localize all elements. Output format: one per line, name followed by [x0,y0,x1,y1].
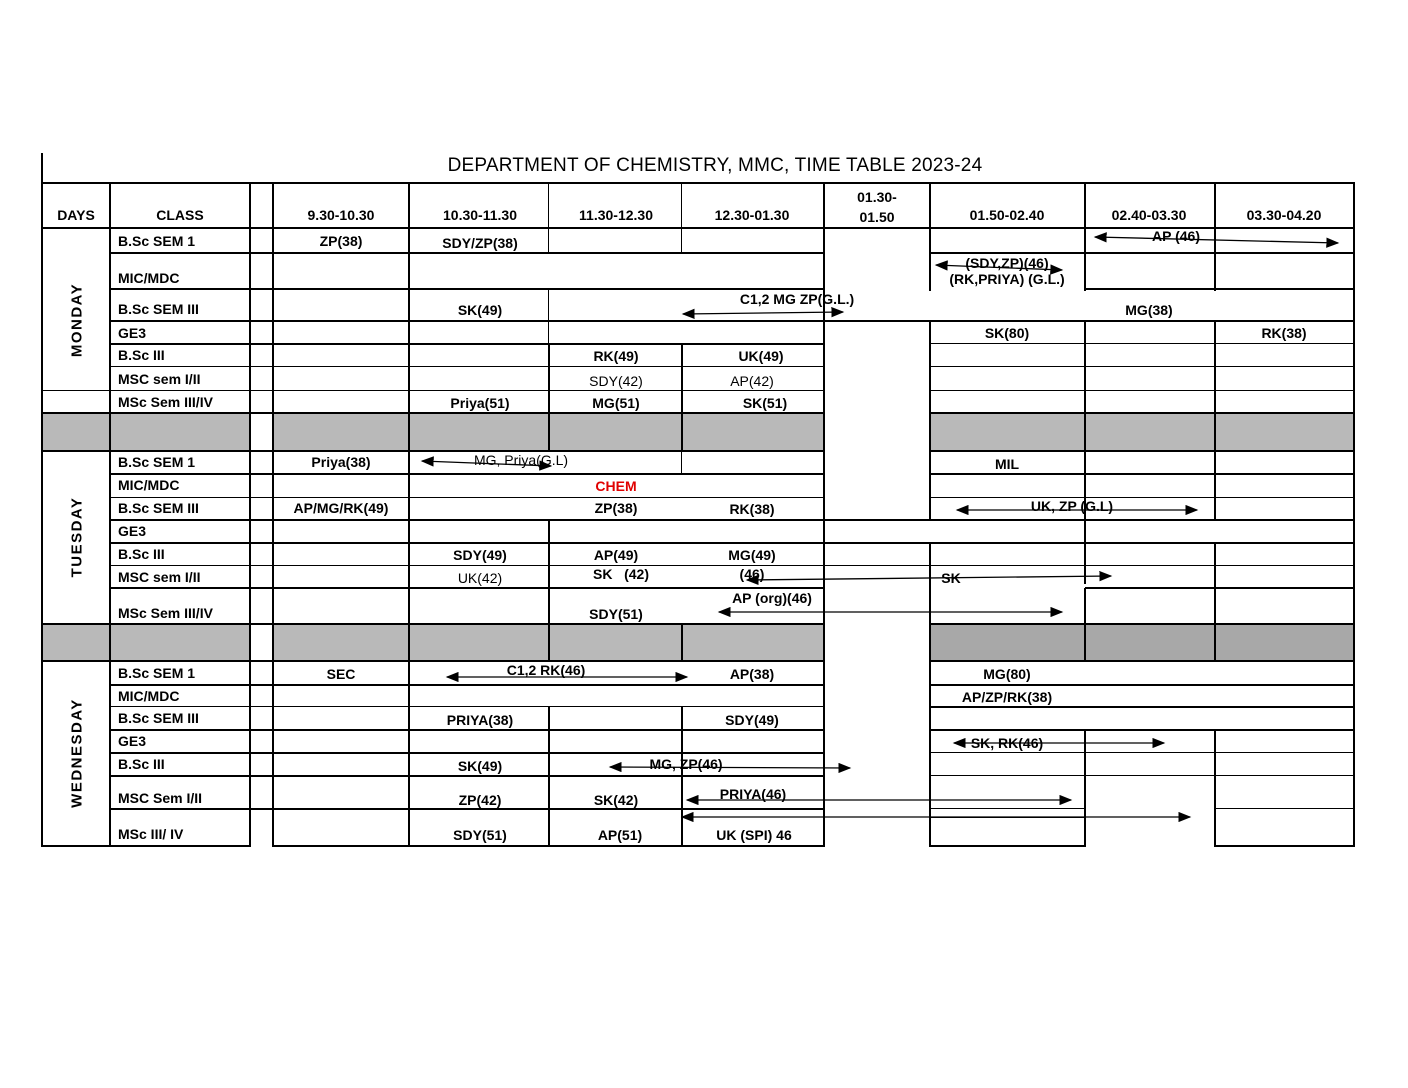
timetable-entry: (SDY,ZP)(46) [965,255,1049,271]
timetable-entry: ZP(38) [594,500,638,516]
timetable-entry: PRIYA(38) [446,712,514,728]
timetable-entry: AP(42) [730,373,774,389]
class-label: MSC sem I/II [118,569,201,585]
timetable-entry: SK(42) [593,792,639,808]
timetable-entry: SEC [326,666,356,682]
class-label: MIC/MDC [118,270,180,286]
class-label: B.Sc III [118,546,165,562]
timetable-entry: SK, RK(46) [970,735,1044,751]
timetable-entry: AP(38) [729,666,775,682]
timetable-entry: MG(49) [728,547,776,563]
header-class: CLASS [156,207,204,223]
timetable-entry: MG, ZP(46) [649,756,723,772]
timetable-entry: CHEM [595,478,637,494]
timetable-entry: Priya(38) [311,454,371,470]
day-label-monday: MONDAY [68,282,86,358]
day-label-wednesday: WEDNESDAY [68,698,86,808]
page-title: DEPARTMENT OF CHEMISTRY, MMC, TIME TABLE 2023-24 [447,155,983,176]
timetable-entry: C1,2 RK(46) [506,662,586,678]
timetable-entry: ZP(38) [319,233,363,249]
timetable-entry: MG(80) [983,666,1031,682]
header-slot-8: 03.30-04.20 [1246,207,1322,223]
timetable-entry: SK (42) [592,566,650,582]
timetable-entry: MIL [994,456,1020,472]
class-label: MSc Sem III/IV [118,394,213,410]
class-label: MSc Sem III/IV [118,605,213,621]
timetable-entry: MG(38) [1125,302,1173,318]
timetable-entry: UK(42) [457,570,503,586]
timetable-entry: UK(49) [738,348,784,364]
timetable-entry: UK (SPI) 46 [716,827,792,843]
class-label: B.Sc III [118,756,165,772]
timetable-entry: AP(49) [593,547,639,563]
timetable-entry: (46) [739,566,765,582]
timetable-entry: SDY/ZP(38) [442,235,518,251]
day-label-tuesday: TUESDAY [68,496,86,578]
class-label: MSC sem I/II [118,371,201,387]
span-arrow [747,576,1111,580]
class-label: MSC Sem I/II [118,790,203,806]
timetable-entry: SK(51) [742,395,788,411]
class-label: B.Sc SEM 1 [118,665,196,681]
header-slot-7: 02.40-03.30 [1111,207,1187,223]
timetable-entry: RK(38) [1261,325,1307,341]
class-label: MIC/MDC [118,477,180,493]
header-slot-5: 01.30- 01.50 [857,189,897,225]
class-label: B.Sc SEM 1 [118,454,196,470]
header-slot-2: 10.30-11.30 [443,207,517,223]
timetable-entry: MG(51) [592,395,640,411]
timetable-entry: MG, Priya(G.L) [473,452,569,468]
timetable-entry: SK(49) [457,302,503,318]
span-arrow [422,461,551,466]
timetable-entry: RK(49) [593,348,639,364]
span-arrow [683,312,843,314]
timetable-entry: C1,2 MG ZP(G.L.) [739,291,855,307]
span-arrow [936,265,1062,270]
timetable-entry: AP/MG/RK(49) [293,500,389,516]
class-label: GE3 [118,523,147,539]
timetable-entry: SK [941,570,961,586]
timetable-entry: SDY(51) [453,827,507,843]
timetable-entry: Priya(51) [450,395,510,411]
timetable-entry: SK(80) [984,325,1030,341]
header-slot-4: 12.30-01.30 [714,207,790,223]
timetable-entry: UK, ZP (G.L) [1030,498,1114,514]
timetable-entry: RK(38) [729,501,775,517]
timetable-entry: SDY(42) [589,373,643,389]
timetable-entry: AP (46) [1152,228,1200,244]
span-arrow [610,767,850,768]
timetable-entry: AP(51) [597,827,643,843]
header-days: DAYS [57,207,95,223]
class-label: B.Sc SEM III [118,710,199,726]
class-label: GE3 [118,325,147,341]
header-slot-1: 9.30-10.30 [307,207,375,223]
header-slot-3: 11.30-12.30 [579,207,653,223]
timetable-entry: ZP(42) [458,792,502,808]
class-label: B.Sc SEM III [118,500,199,516]
timetable-entry: SDY(49) [453,547,507,563]
timetable-entry: AP/ZP/RK(38) [961,689,1053,705]
header-slot-6: 01.50-02.40 [969,207,1045,223]
timetable-entry: SDY(51) [589,606,643,622]
span-arrow [1095,237,1338,243]
timetable-entry: SDY(49) [725,712,779,728]
timetable-entry: (RK,PRIYA) (G.L.) [949,271,1065,287]
timetable-entry: PRIYA(46) [719,786,787,802]
class-label: B.Sc SEM 1 [118,233,196,249]
class-label: MIC/MDC [118,688,180,704]
timetable-entry: AP (org)(46) [732,590,812,606]
timetable-entry: SK(49) [457,758,503,774]
class-label: B.Sc SEM III [118,301,199,317]
class-label: MSc III/ IV [118,826,184,842]
class-label: GE3 [118,733,147,749]
class-label: B.Sc III [118,347,165,363]
